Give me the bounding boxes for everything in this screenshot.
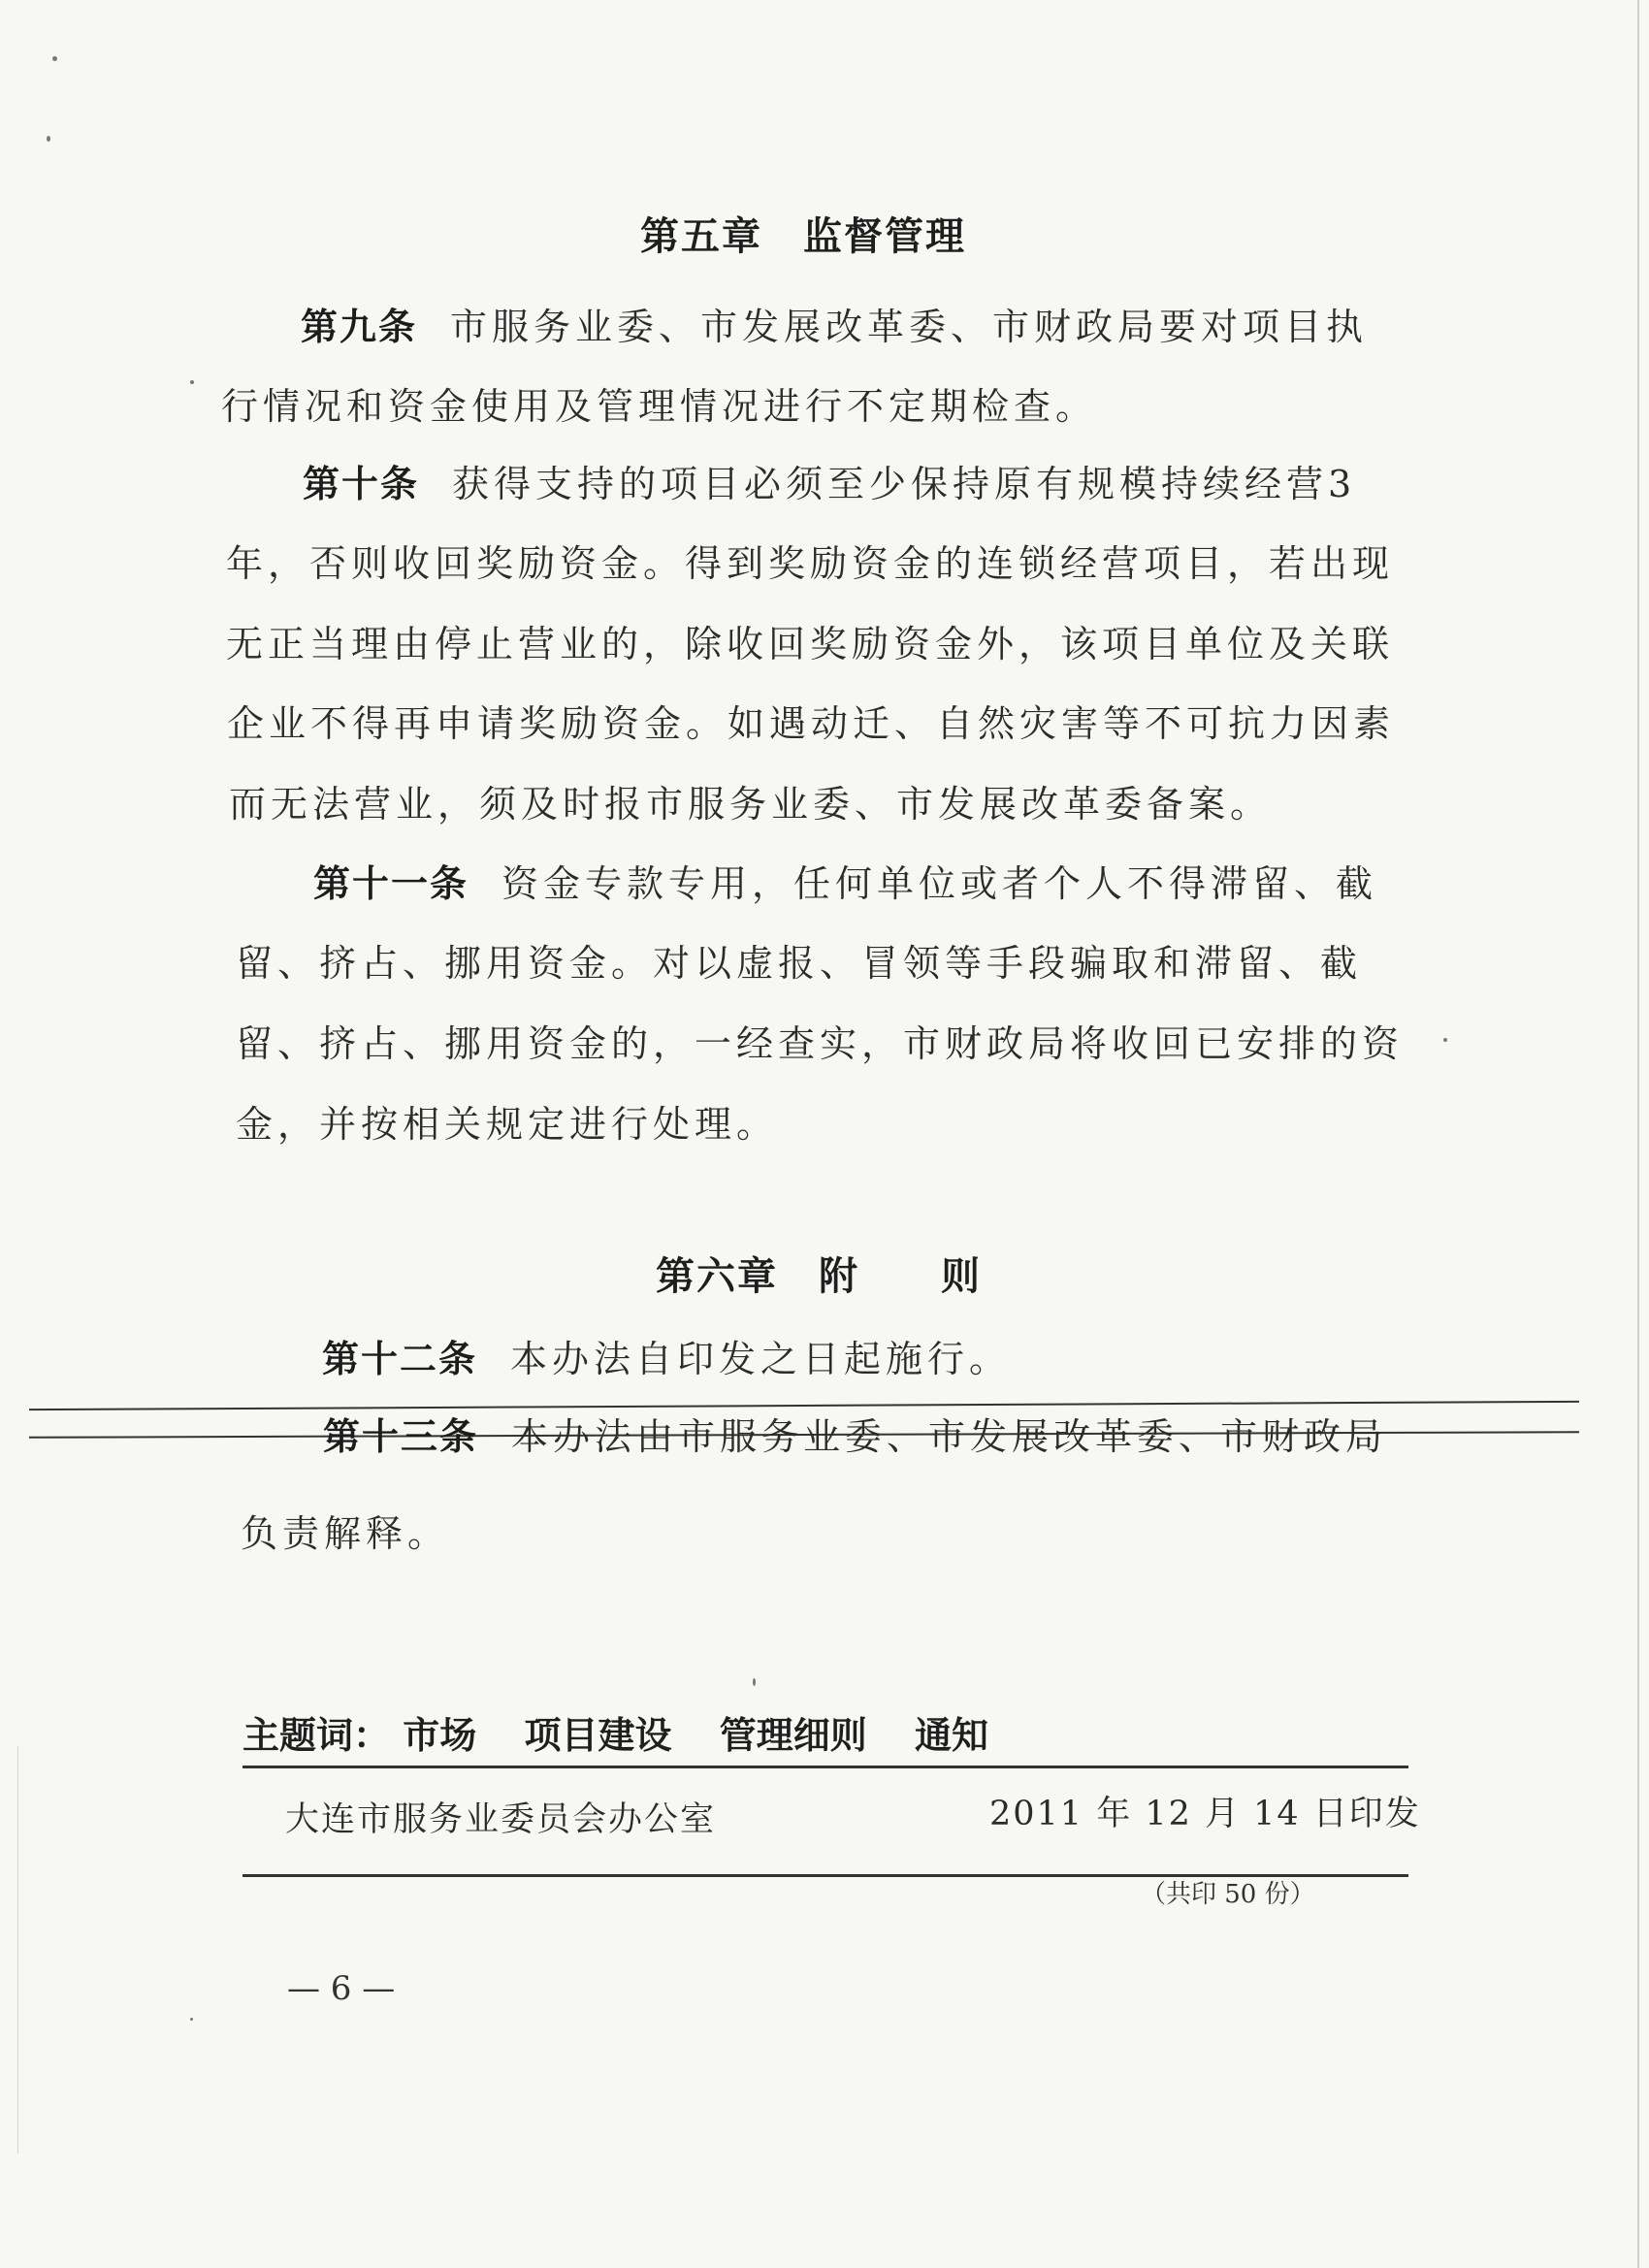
art10-line2: 年，否则收回奖励资金。得到奖励资金的连锁经营项目，若出现 bbox=[226, 542, 1395, 585]
chapter5-title: 第五章 监督管理 bbox=[640, 214, 966, 259]
scan-edge-left bbox=[17, 1746, 18, 2154]
keyword-item: 管理细则 bbox=[719, 1714, 867, 1757]
scan-speck bbox=[753, 1678, 756, 1686]
art13-line1: 第十三条 本办法由市服务业委、市发展改革委、市财政局 bbox=[323, 1415, 1388, 1458]
keyword-item: 项目建设 bbox=[524, 1714, 672, 1757]
art11-line3: 留、挤占、挪用资金的，一经查实，市财政局将收回已安排的资 bbox=[236, 1022, 1405, 1065]
art10-label: 第十条 bbox=[303, 463, 420, 505]
art10-line4: 企业不得再申请奖励资金。如遇动迁、自然灾害等不可抗力因素 bbox=[227, 702, 1396, 745]
scan-speck bbox=[1443, 1038, 1447, 1042]
scan-speck bbox=[190, 2018, 193, 2021]
art10-line1: 第十条 获得支持的项目必须至少保持原有规模持续经营3 bbox=[303, 463, 1357, 505]
keyword-item: 市场 bbox=[403, 1714, 477, 1757]
keywords-label: 主题词： bbox=[242, 1714, 391, 1757]
page-number: — 6 — bbox=[287, 1969, 396, 2008]
scan-speck bbox=[52, 56, 57, 61]
scan-speck bbox=[47, 136, 50, 142]
art13-line2: 负责解释。 bbox=[241, 1512, 450, 1555]
art12-line1: 第十二条 本办法自印发之日起施行。 bbox=[322, 1338, 1012, 1380]
art9-line1: 第九条 市服务业委、市发展改革委、市财政局要对项目执 bbox=[301, 306, 1369, 348]
footer-rule-top bbox=[242, 1766, 1408, 1768]
art10-line3: 无正当理由停止营业的，除收回奖励资金外，该项目单位及关联 bbox=[226, 623, 1395, 665]
art12-label: 第十二条 bbox=[322, 1338, 478, 1380]
art11-label: 第十一条 bbox=[313, 862, 469, 905]
chapter6-title: 第六章 附 则 bbox=[656, 1254, 982, 1299]
art11-line4: 金，并按相关规定进行处理。 bbox=[236, 1103, 779, 1146]
art9-line2: 行情况和资金使用及管理情况进行不定期检查。 bbox=[221, 385, 1098, 428]
scan-speck bbox=[190, 380, 194, 384]
scan-edge-right bbox=[1637, 0, 1639, 2268]
art13-label: 第十三条 bbox=[323, 1415, 479, 1458]
keywords-row bbox=[242, 1705, 1023, 1759]
issue-date: 2011 年 12 月 14 日印发 bbox=[989, 1795, 1421, 1833]
issuer: 大连市服务业委员会办公室 bbox=[285, 1800, 717, 1839]
copies-count: （共印 50 份） bbox=[1141, 1880, 1315, 1909]
keyword-item: 通知 bbox=[915, 1714, 989, 1757]
art9-label: 第九条 bbox=[301, 306, 418, 348]
art11-line2: 留、挤占、挪用资金。对以虚报、冒领等手段骗取和滞留、截 bbox=[236, 942, 1363, 985]
art10-line5: 而无法营业，须及时报市服务业委、市发展改革委备案。 bbox=[229, 783, 1273, 826]
art11-line1: 第十一条 资金专款专用，任何单位或者个人不得滞留、截 bbox=[313, 862, 1378, 905]
